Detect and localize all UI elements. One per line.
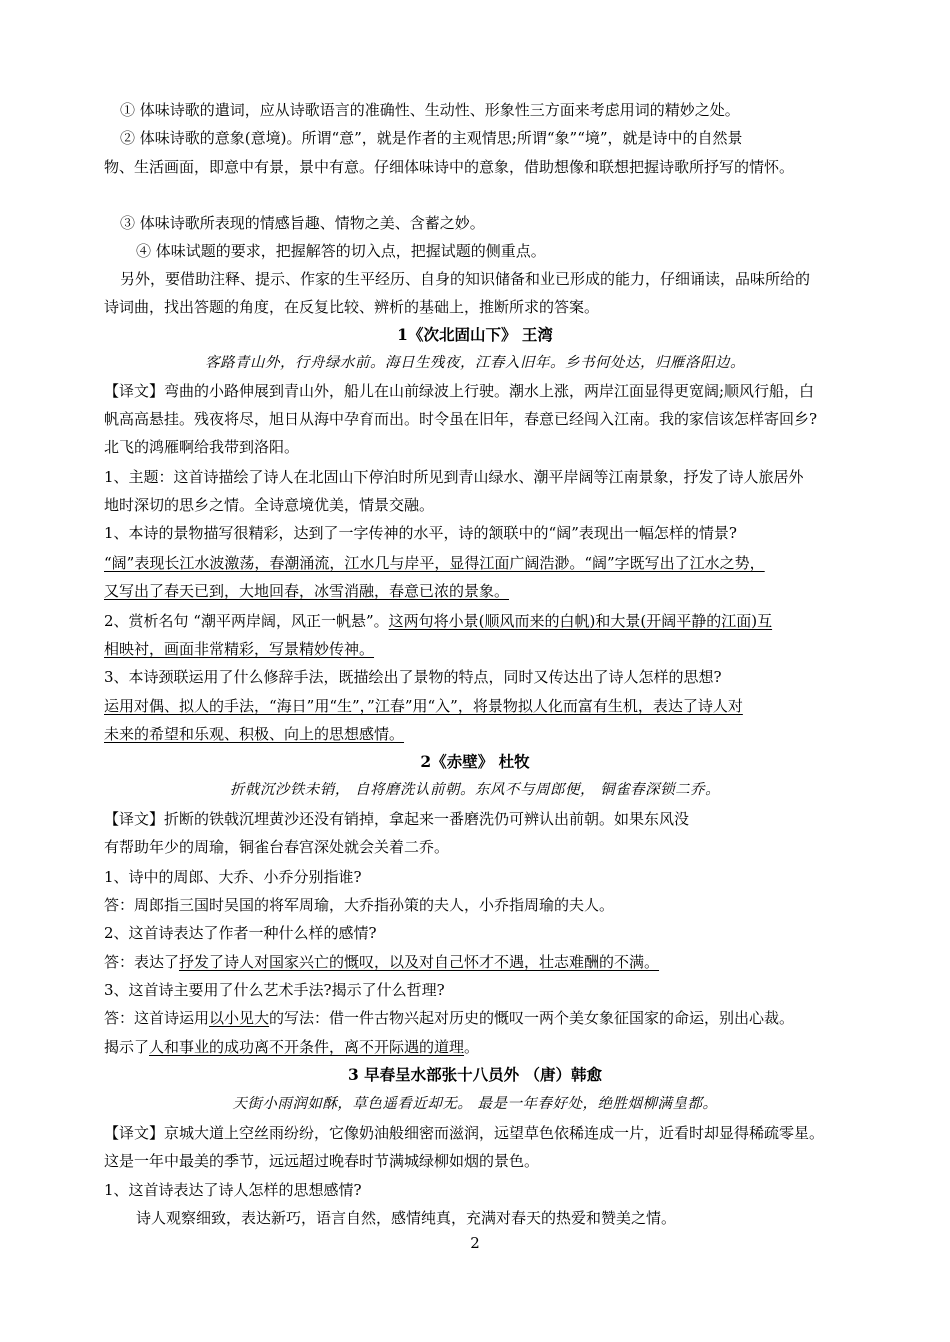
poem1-answer-1b: 又写出了春天已到，大地回春，冰雪消融，春意已浓的景象。 <box>104 582 510 600</box>
poem2-answer-3-prefix: 答：这首诗运用 <box>104 1009 210 1027</box>
poem1-translation-2: 帆高高悬挂。残夜将尽，旭日从海中孕育而出。时令虽在旧年，春意已经闯入江南。我的家信该怎样寄回乡? <box>104 410 818 428</box>
poem2-question-1: 1、诗中的周郎、大乔、小乔分别指谁? <box>104 868 362 886</box>
poem2-answer-2-prefix: 答：表达了 <box>104 953 180 971</box>
poem2-answer-3a <box>104 1007 856 1029</box>
poem3-title: 3 早春呈水部张十八员外 （唐）韩愈 <box>347 1065 603 1084</box>
intro-line-1: ① 体味诗歌的遣词，应从诗歌语言的准确性、生动性、形象性三方面来考虑用词的精妙之处。 <box>120 101 740 119</box>
poem1-title: 1《次北固山下》 王湾 <box>397 325 553 344</box>
intro-line-3: 物、生活画面，即意中有景，景中有意。仔细体味诗中的意象，借助想像和联想把握诗歌所抒写的情怀。 <box>104 158 795 176</box>
poem2-answer-2 <box>104 951 856 973</box>
poem3-question-1: 1、这首诗表达了诗人怎样的思想感情? <box>104 1181 362 1199</box>
poem3-answer-1: 诗人观察细致，表达新巧，语言自然，感情纯真，充满对春天的热爱和赞美之情。 <box>136 1209 677 1227</box>
poem2-answer-3b-end: 。 <box>464 1038 480 1056</box>
poem1-answer-3a: 运用对偶、拟人的手法，“海日”用“生”，”江春”用“入”，将景物拟人化而富有生机，表达了诗人对 <box>104 697 743 715</box>
intro-line-7: 诗词曲，找出答题的角度，在反复比较、辨析的基础上，推断所求的答案。 <box>104 298 600 316</box>
poem2-answer-3-rest: 的写法：借一件古物兴起对历史的慨叹一两个美女象征国家的命运，别出心裁。 <box>269 1009 795 1027</box>
intro-line-6: 另外，要借助注释、提示、作家的生平经历、自身的知识储备和业已形成的能力，仔细诵读，品味所给的 <box>120 270 811 288</box>
poem2-answer-2-text: 抒发了诗人对国家兴亡的慨叹，以及对自己怀才不遇，壮志难酬的不满。 <box>179 953 660 971</box>
poem1-answer-3b: 未来的希望和乐观、积极、向上的思想感情。 <box>104 725 405 743</box>
poem1-question-3: 3、本诗颈联运用了什么修辞手法，既描绘出了景物的特点，同时又传达出了诗人怎样的思想? <box>104 668 722 686</box>
poem3-verse: 天街小雨润如酥，草色遥看近却无。 最是一年春好处，绝胜烟柳满皇都。 <box>232 1096 718 1112</box>
poem1-answer-2a: 这两句将小景(顺风而来的白帆)和大景(开阔平静的江面)互 <box>388 612 773 630</box>
poem2-question-3: 3、这首诗主要用了什么艺术手法?揭示了什么哲理? <box>104 981 445 999</box>
poem1-question-2 <box>104 610 856 632</box>
poem1-answer-1a: “阔”表现长江水波激荡，春潮涌流，江水几与岸平，显得江面广阔浩渺。“阔”字既写出了江水之势， <box>104 554 765 572</box>
poem2-verse: 折戟沉沙铁未销， 自将磨洗认前朝。东风不与周郎便， 铜雀春深锁二乔。 <box>229 782 721 798</box>
page-number: 2 <box>470 1234 480 1252</box>
poem1-answer-2b: 相映衬，画面非常精彩，写景精妙传神。 <box>104 640 375 658</box>
poem1-theme-2: 地时深切的思乡之情。全诗意境优美，情景交融。 <box>104 496 435 514</box>
poem2-answer-1: 答：周郎指三国时吴国的将军周瑜，大乔指孙策的夫人，小乔指周瑜的夫人。 <box>104 896 615 914</box>
intro-line-2: ② 体味诗歌的意象(意境)。所谓“意”，就是作者的主观情思;所谓“象”“境”，就是诗中的自然景 <box>120 129 743 147</box>
poem2-question-2: 2、这首诗表达了作者一种什么样的感情? <box>104 924 377 942</box>
intro-line-5: ④ 体味试题的要求，把握解答的切入点，把握试题的侧重点。 <box>136 242 546 260</box>
poem2-answer-3-method: 以小见大 <box>209 1009 270 1027</box>
intro-line-4: ③ 体味诗歌所表现的情感旨趣、情物之美、含蓄之妙。 <box>120 214 485 232</box>
poem1-theme-1: 1、主题：这首诗描绘了诗人在北固山下停泊时所见到青山绿水、潮平岸阔等江南景象，抒发了诗人旅居外 <box>104 468 804 486</box>
poem1-translation-1: 【译文】弯曲的小路伸展到青山外，船儿在山前绿波上行驶。潮水上涨，两岸江面显得更宽阔;顺风行船，白 <box>104 382 815 400</box>
poem3-translation-1: 【译文】京城大道上空丝雨纷纷，它像奶油般细密而滋润，远望草色依稀连成一片，近看时却显得稀疏零星。 <box>104 1124 825 1142</box>
poem2-answer-3b-text: 人和事业的成功离不开条件，离不开际遇的道理 <box>149 1038 465 1056</box>
poem2-title: 2《赤壁》 杜牧 <box>420 752 530 771</box>
poem1-question-2-text: 2、赏析名句 “潮平两岸阔，风正一帆悬”。 <box>104 612 389 630</box>
poem1-translation-3: 北飞的鸿雁啊给我带到洛阳。 <box>104 438 300 456</box>
poem1-question-1: 1、本诗的景物描写很精彩，达到了一字传神的水平，诗的颔联中的“阔”表现出一幅怎样的情景? <box>104 524 737 542</box>
poem2-answer-3b-prefix: 揭示了 <box>104 1038 150 1056</box>
poem2-answer-3b <box>104 1036 856 1058</box>
poem2-translation-1: 【译文】折断的铁戟沉埋黄沙还没有销掉，拿起来一番磨洗仍可辨认出前朝。如果东风没 <box>104 810 690 828</box>
poem1-verse: 客路青山外，行舟绿水前。海日生残夜，江春入旧年。乡书何处达，归雁洛阳边。 <box>205 355 745 371</box>
poem3-translation-2: 这是一年中最美的季节，远远超过晚春时节满城绿柳如烟的景色。 <box>104 1152 540 1170</box>
poem2-translation-2: 有帮助年少的周瑜，铜雀台春宫深处就会关着二乔。 <box>104 838 450 856</box>
